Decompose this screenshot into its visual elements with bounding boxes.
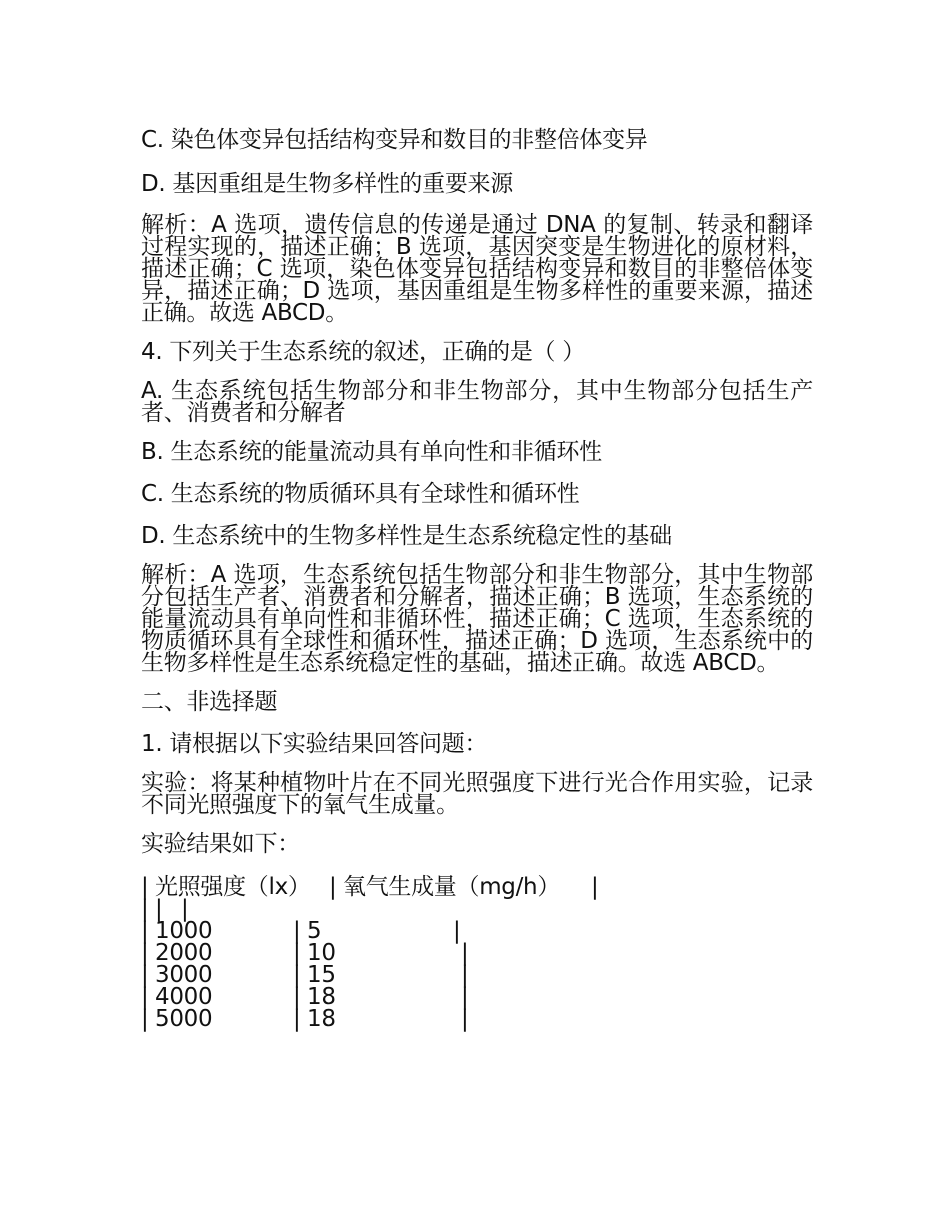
document-page	[141, 126, 813, 1030]
table-pipe: |	[293, 1006, 301, 1032]
cell-oxygen-production: 5	[307, 918, 322, 944]
cell-oxygen-production: 18	[307, 984, 336, 1010]
q4-stem: 4. 下列关于生态系统的叙述，正确的是（ ）	[141, 339, 585, 365]
experiment-description: 实验：将某种植物叶片在不同光照强度下进行光合作用实验，记录不同光照强度下的氧气生成量。	[141, 770, 813, 818]
q4-analysis: 解析：A 选项，生态系统包括生物部分和非生物部分，其中生物部分包括生产者、消费者和分解者，描述正确；B 选项，生态系统的能量流动具有单向性和非循环性，描述正确；C 选项，生态系统的物质循环具有全球性和循环性，描述正确；D 选项，生态系统中的生物多样性是生态系统稳定性的基础，描述正确。故选 ABCD。	[141, 562, 813, 676]
table-pipe: |	[141, 896, 149, 922]
cell-oxygen-production: 10	[307, 940, 336, 966]
cell-light-intensity: 1000	[155, 918, 213, 944]
table-pipe: |	[155, 896, 163, 922]
results-intro: 实验结果如下：	[141, 831, 300, 857]
table-pipe: |	[293, 918, 301, 944]
cell-light-intensity: 3000	[155, 962, 213, 988]
table-pipe: |	[141, 962, 149, 988]
q4-option-d: D. 生态系统中的生物多样性是生态系统稳定性的基础	[141, 523, 672, 549]
q4-option-b: B. 生态系统的能量流动具有单向性和非循环性	[141, 439, 602, 465]
table-row	[141, 942, 813, 964]
table-pipe: |	[293, 984, 301, 1010]
cell-oxygen-production: 15	[307, 962, 336, 988]
table-row	[141, 920, 813, 942]
cell-light-intensity: 5000	[155, 1006, 213, 1032]
table-pipe: |	[461, 984, 469, 1010]
essay-q1-stem: 1. 请根据以下实验结果回答问题：	[141, 731, 488, 757]
table-row	[141, 986, 813, 1008]
cell-light-intensity: 4000	[155, 984, 213, 1010]
table-pipe: |	[141, 874, 149, 900]
cell-light-intensity: 2000	[155, 940, 213, 966]
table-pipe: |	[293, 962, 301, 988]
table-pipe: |	[293, 940, 301, 966]
table-separator-row	[141, 898, 813, 920]
table-pipe: |	[141, 1006, 149, 1032]
table-row	[141, 964, 813, 986]
q3-analysis: 解析：A 选项，遗传信息的传递是通过 DNA 的复制、转录和翻译过程实现的，描述正确；B 选项，基因突变是生物进化的原材料，描述正确；C 选项，染色体变异包括结构变异和数目的非整倍体变异，描述正确；D 选项，基因重组是生物多样性的重要来源，描述正确。故选 ABCD。	[141, 212, 813, 326]
q3-option-d: D. 基因重组是生物多样性的重要来源	[141, 171, 513, 197]
results-table	[141, 876, 813, 1030]
table-pipe: |	[461, 940, 469, 966]
q4-option-c: C. 生态系统的物质循环具有全球性和循环性	[141, 481, 580, 507]
table-pipe: |	[141, 918, 149, 944]
header-light-intensity: 光照强度（lx）	[155, 874, 311, 900]
q4-option-a: A. 生态系统包括生物部分和非生物部分，其中生物部分包括生产者、消费者和分解者	[141, 378, 813, 426]
table-pipe: |	[591, 874, 599, 900]
header-oxygen-production: 氧气生成量（mg/h）	[343, 874, 561, 900]
table-pipe: |	[141, 984, 149, 1010]
table-pipe: |	[329, 874, 337, 900]
section-two-title: 二、非选择题	[141, 689, 278, 715]
table-pipe: |	[181, 896, 189, 922]
table-pipe: |	[461, 1006, 469, 1032]
cell-oxygen-production: 18	[307, 1006, 336, 1032]
table-header-row	[141, 876, 813, 898]
table-pipe: |	[453, 918, 461, 944]
table-pipe: |	[461, 962, 469, 988]
q3-option-c: C. 染色体变异包括结构变异和数目的非整倍体变异	[141, 127, 648, 153]
table-pipe: |	[141, 940, 149, 966]
table-body	[141, 920, 813, 1030]
table-row	[141, 1008, 813, 1030]
